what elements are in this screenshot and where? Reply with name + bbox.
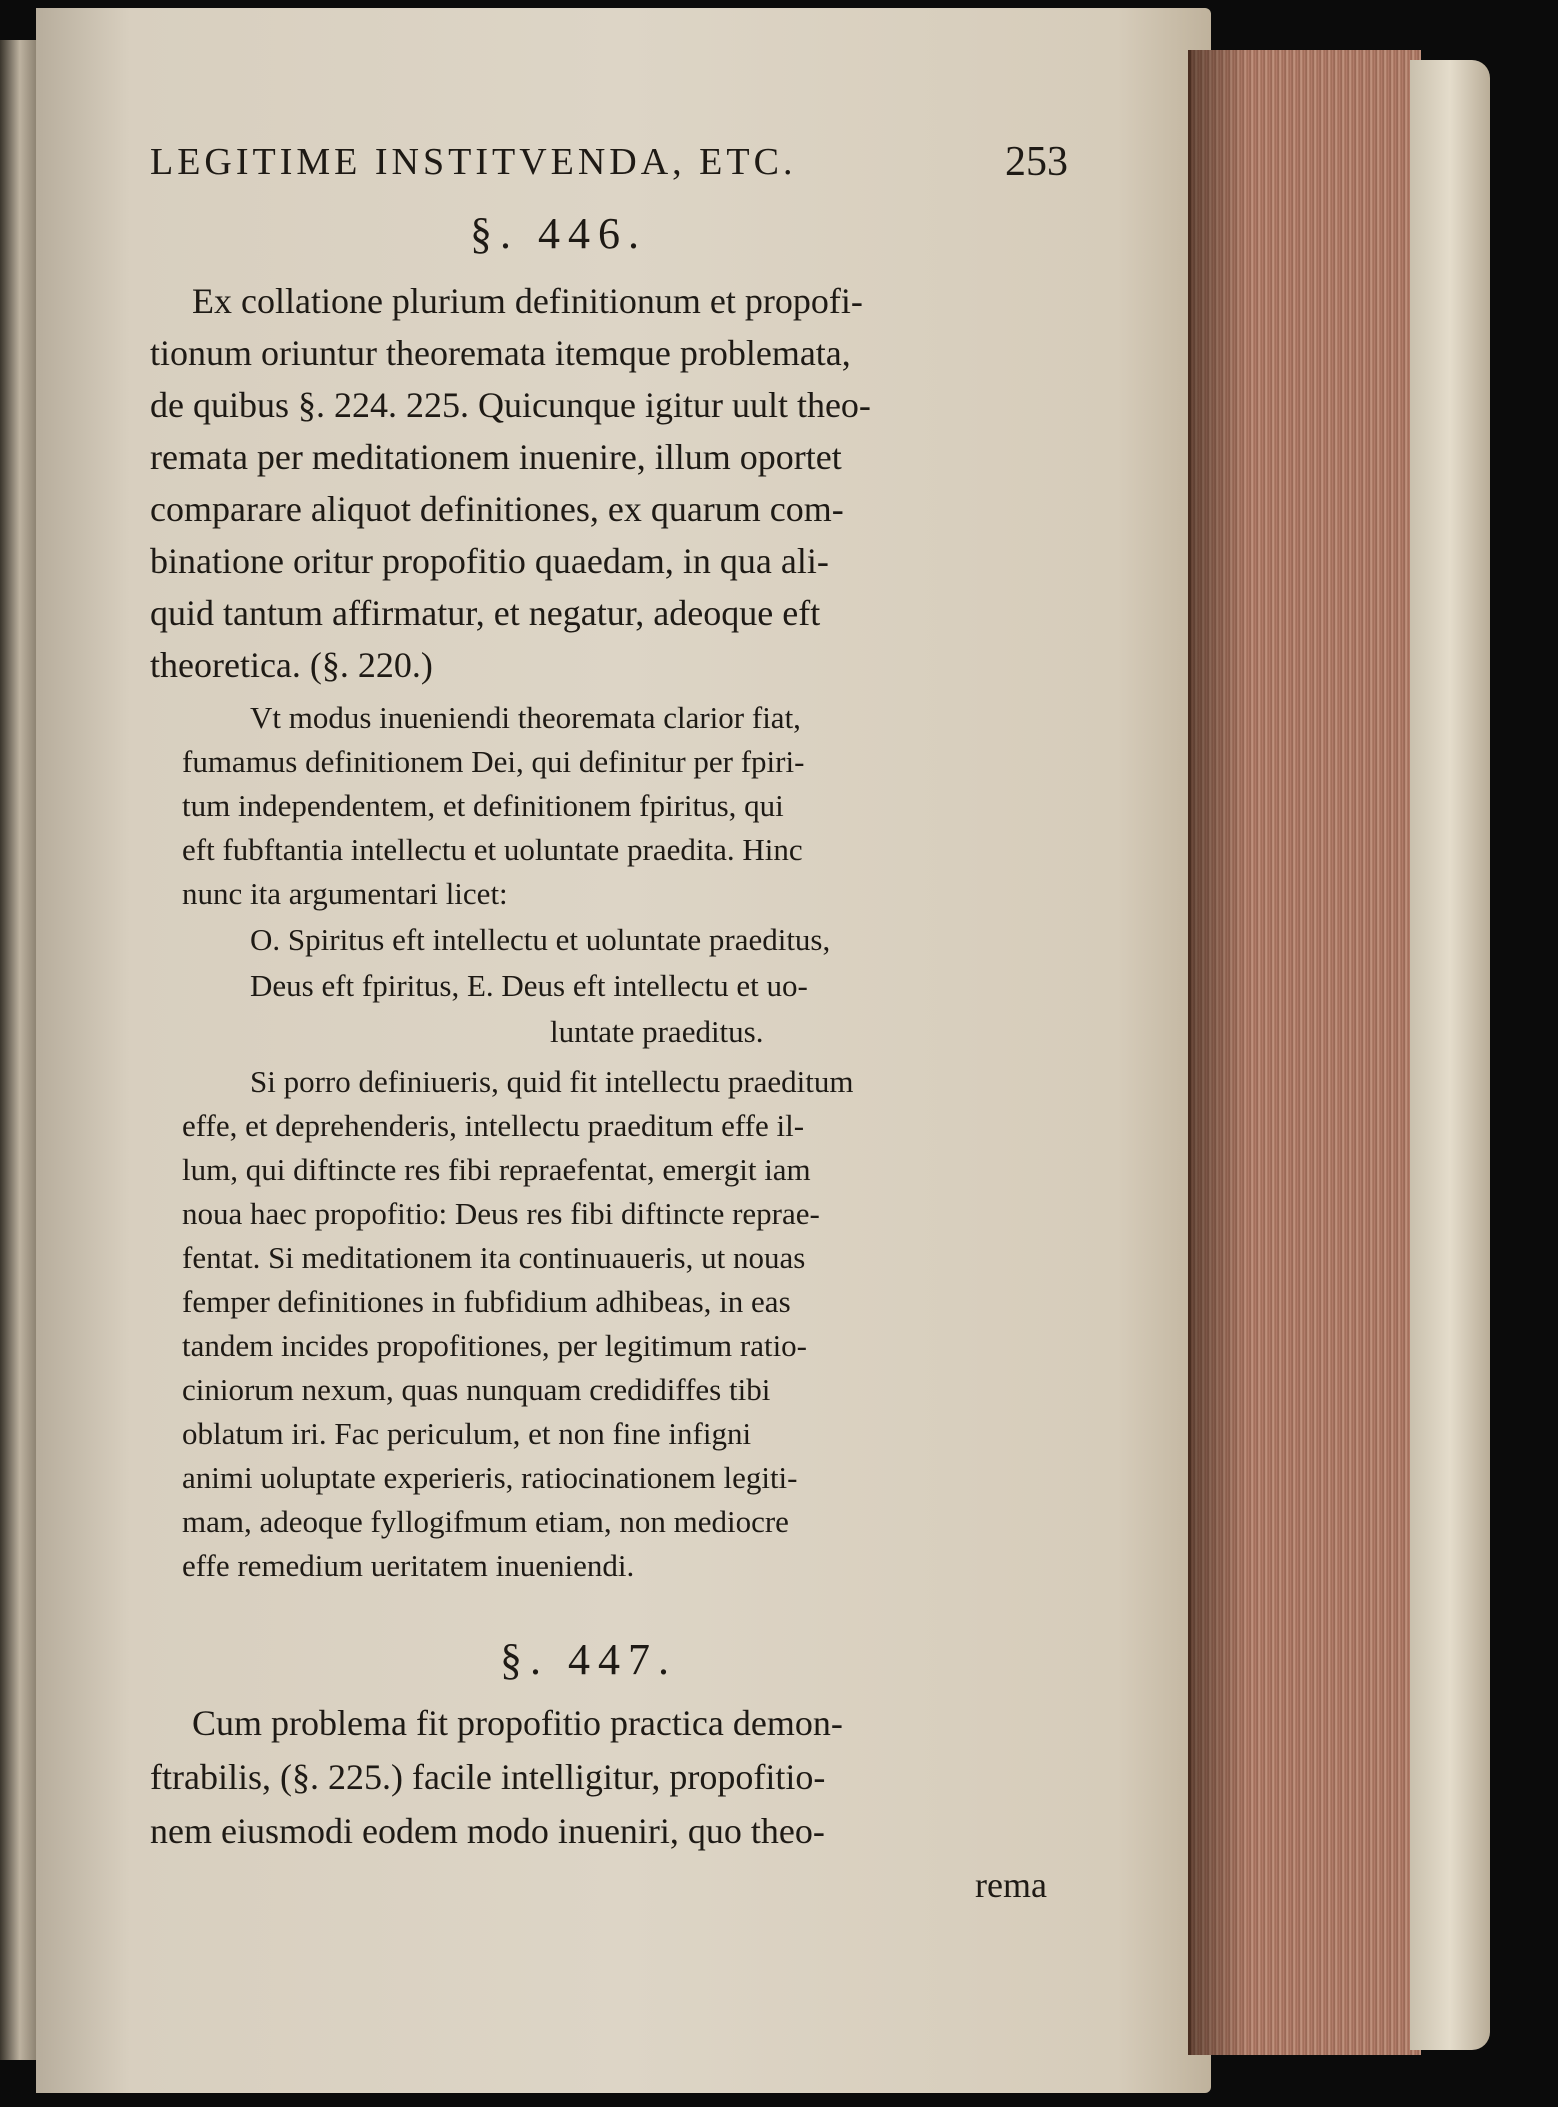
text-line: rema: [975, 1865, 1047, 1905]
text-line: quid tantum affirmatur, et negatur, adeoque eft: [150, 593, 821, 633]
text-line: Si porro definiueris, quid fit intellectu praeditum: [250, 1064, 854, 1099]
text-line: noua haec propofitio: Deus res fibi diftincte reprae-: [182, 1196, 820, 1231]
text-line: ftrabilis, (§. 225.) facile intelligitur, propofitio-: [150, 1757, 826, 1797]
text-line: effe, et deprehenderis, intellectu praeditum effe il-: [182, 1108, 805, 1143]
text-line: Ex collatione plurium definitionum et propofi-: [192, 281, 863, 321]
text-line: luntate praeditus.: [550, 1014, 764, 1049]
text-line: femper definitiones in fubfidium adhibeas, in eas: [182, 1284, 791, 1319]
text-line: tandem incides propofitiones, per legitimum ratio-: [182, 1328, 808, 1363]
page-number: 253: [1005, 139, 1068, 185]
text-line: de quibus §. 224. 225. Quicunque igitur uult theo-: [150, 385, 871, 425]
text-line: tum independentem, et definitionem fpiritus, qui: [182, 788, 784, 823]
text-line: remata per meditationem inuenire, illum oportet: [150, 437, 842, 477]
text-line: theoretica. (§. 220.): [150, 645, 433, 685]
text-line: nunc ita argumentari licet:: [182, 876, 508, 911]
section-447-heading: §. 447.: [500, 1635, 677, 1684]
text-line: eft fubftantia intellectu et uoluntate praedita. Hinc: [182, 832, 803, 867]
text-line: oblatum iri. Fac periculum, et non fine infigni: [182, 1416, 752, 1451]
text-line: effe remedium ueritatem inueniendi.: [182, 1548, 635, 1583]
text-line: Deus eft fpiritus, E. Deus eft intellectu et uo-: [250, 968, 808, 1003]
text-line: fumamus definitionem Dei, qui definitur per fpiri-: [182, 744, 805, 779]
text-line: mam, adeoque fyllogifmum etiam, non mediocre: [182, 1504, 789, 1539]
text-line: binatione oritur propofitio quaedam, in qua ali-: [150, 541, 829, 581]
text-line: O. Spiritus eft intellectu et uoluntate praeditus,: [250, 922, 831, 957]
text-line: animi uoluptate experieris, ratiocinationem legiti-: [182, 1460, 798, 1495]
text-line: comparare aliquot definitiones, ex quarum com-: [150, 489, 844, 529]
text-line: lum, qui diftincte res fibi repraefentat, emergit iam: [182, 1152, 811, 1187]
text-line: fentat. Si meditationem ita continuaueris, ut nouas: [182, 1240, 806, 1275]
text-line: tionum oriuntur theoremata itemque problemata,: [150, 333, 851, 373]
text-line: nem eiusmodi eodem modo inueniri, quo theo-: [150, 1811, 825, 1851]
text-line: ciniorum nexum, quas nunquam credidiffes tibi: [182, 1372, 771, 1407]
text-line: Cum problema fit propofitio practica demon-: [192, 1703, 843, 1743]
text-line: Vt modus inueniendi theoremata clarior fiat,: [250, 700, 801, 735]
section-446-heading: §. 446.: [470, 209, 647, 258]
running-title: LEGITIME INSTITVENDA, ETC.: [150, 141, 797, 183]
